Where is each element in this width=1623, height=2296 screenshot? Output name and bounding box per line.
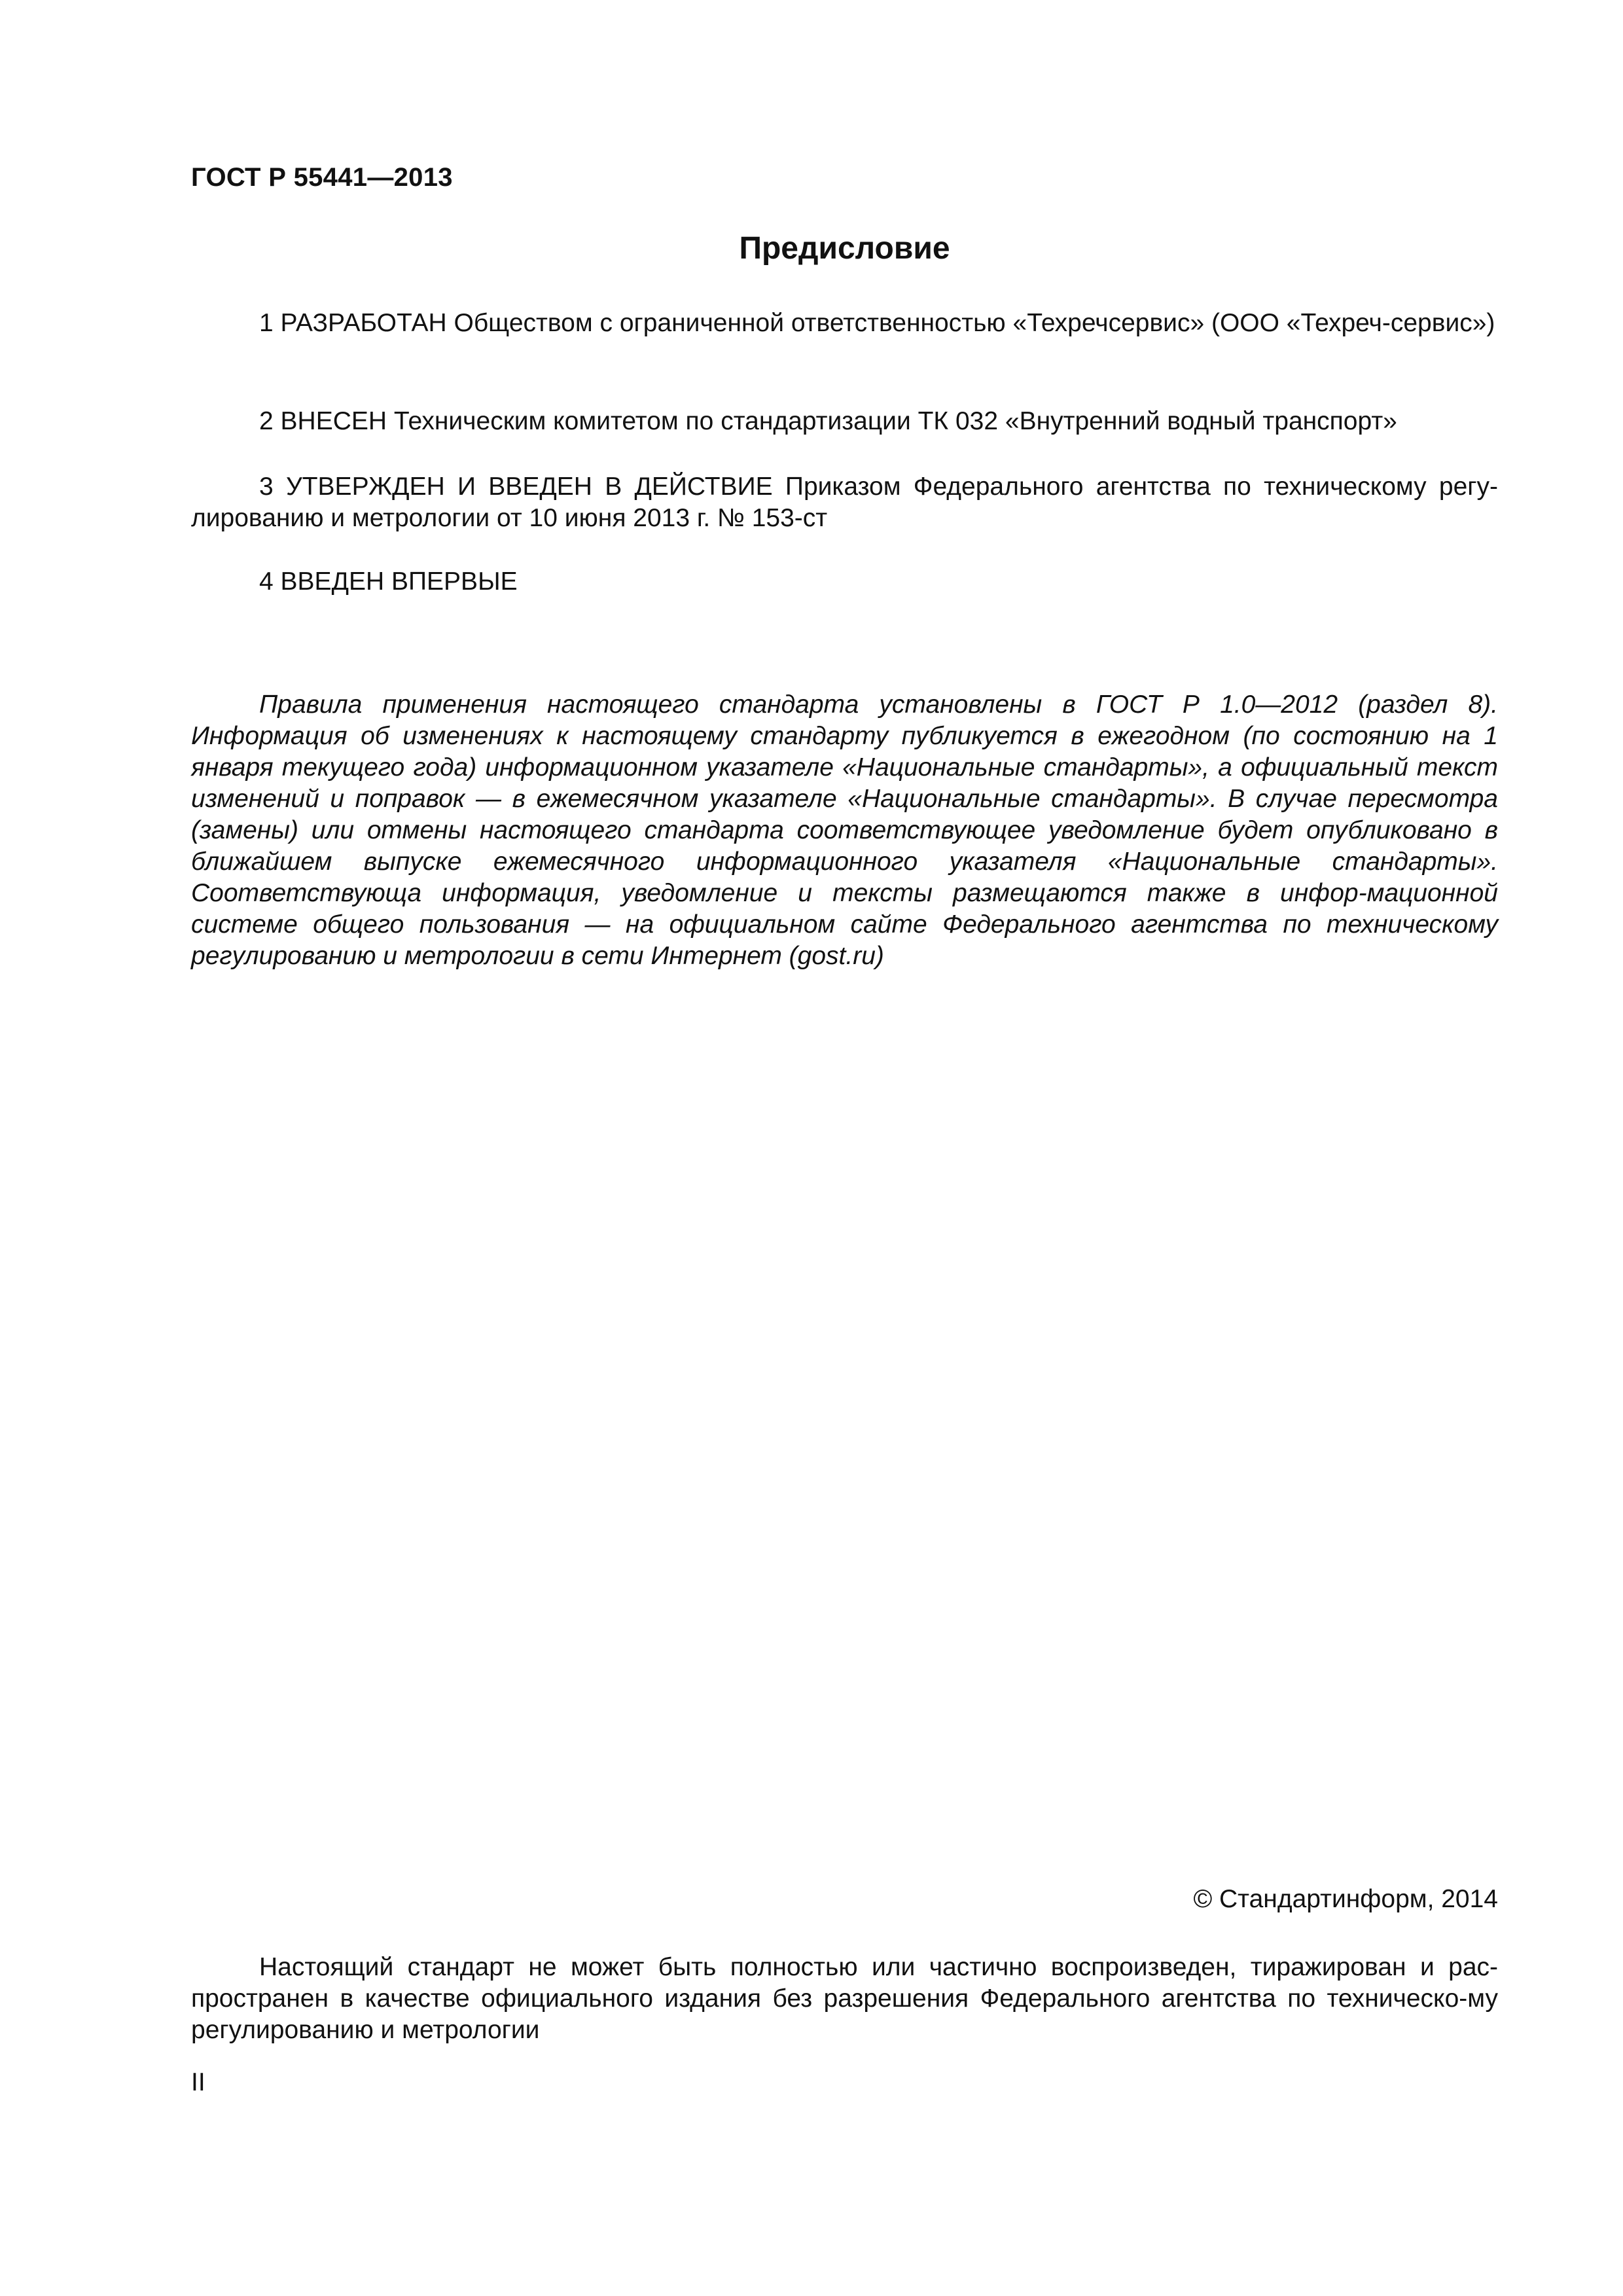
preface-item-2-text: 2 ВНЕСЕН Техническим комитетом по стандартизации ТК 032 «Внутренний водный транспорт» xyxy=(259,407,1397,435)
reproduction-notice-text: Настоящий стандарт не может быть полностью или частично воспроизведен, тиражирован и рас-пространен в качестве официального издания без разрешения Федерального агентства по техническо-му регулированию и метрологии xyxy=(191,1953,1498,2044)
reproduction-notice xyxy=(191,1952,1498,2046)
page-title: Предисловие xyxy=(739,231,950,266)
document-code: ГОСТ Р 55441—2013 xyxy=(191,163,453,192)
standard-application-note-text: Правила применения настоящего стандарта установлены в ГОСТ Р 1.0—2012 (раздел 8). Информация об изменениях к настоящему стандарту публикуется в ежегодном (по состоянию на 1 января текущего года) информационном указателе «Национальные стандарты», а официальный текст изменений и поправок — в ежемесячном указателе «Национальные стандарты». В случае пересмотра (замены) или отмены настоящего стандарта соответствующее уведомление будет опубликовано в ближайшем выпуске ежемесячного информационного указателя «Национальные стандарты». Соответствующа информация, уведомление и тексты размещаются также в инфор-мационной системе общего пользования — на официальном сайте Федерального агентства по техническому регулированию и метрологии в сети Интернет (gost.ru) xyxy=(191,691,1498,970)
preface-item-3 xyxy=(191,471,1498,534)
preface-item-4 xyxy=(191,566,1498,598)
copyright-line: © Стандартинформ, 2014 xyxy=(1193,1885,1498,1913)
preface-item-1 xyxy=(191,308,1498,339)
page-number: II xyxy=(191,2068,205,2096)
preface-item-1-text: 1 РАЗРАБОТАН Обществом с ограниченной ответственностью «Техречсервис» (ООО «Техреч-сервис») xyxy=(259,309,1495,337)
preface-item-3-text: 3 УТВЕРЖДЕН И ВВЕДЕН В ДЕЙСТВИЕ Приказом Федерального агентства по техническому регу-лированию и метрологии от 10 июня 2013 г. № 153-ст xyxy=(191,473,1498,532)
preface-item-2 xyxy=(191,406,1498,437)
standard-application-note xyxy=(191,689,1498,972)
preface-item-4-text: 4 ВВЕДЕН ВПЕРВЫЕ xyxy=(259,567,518,596)
